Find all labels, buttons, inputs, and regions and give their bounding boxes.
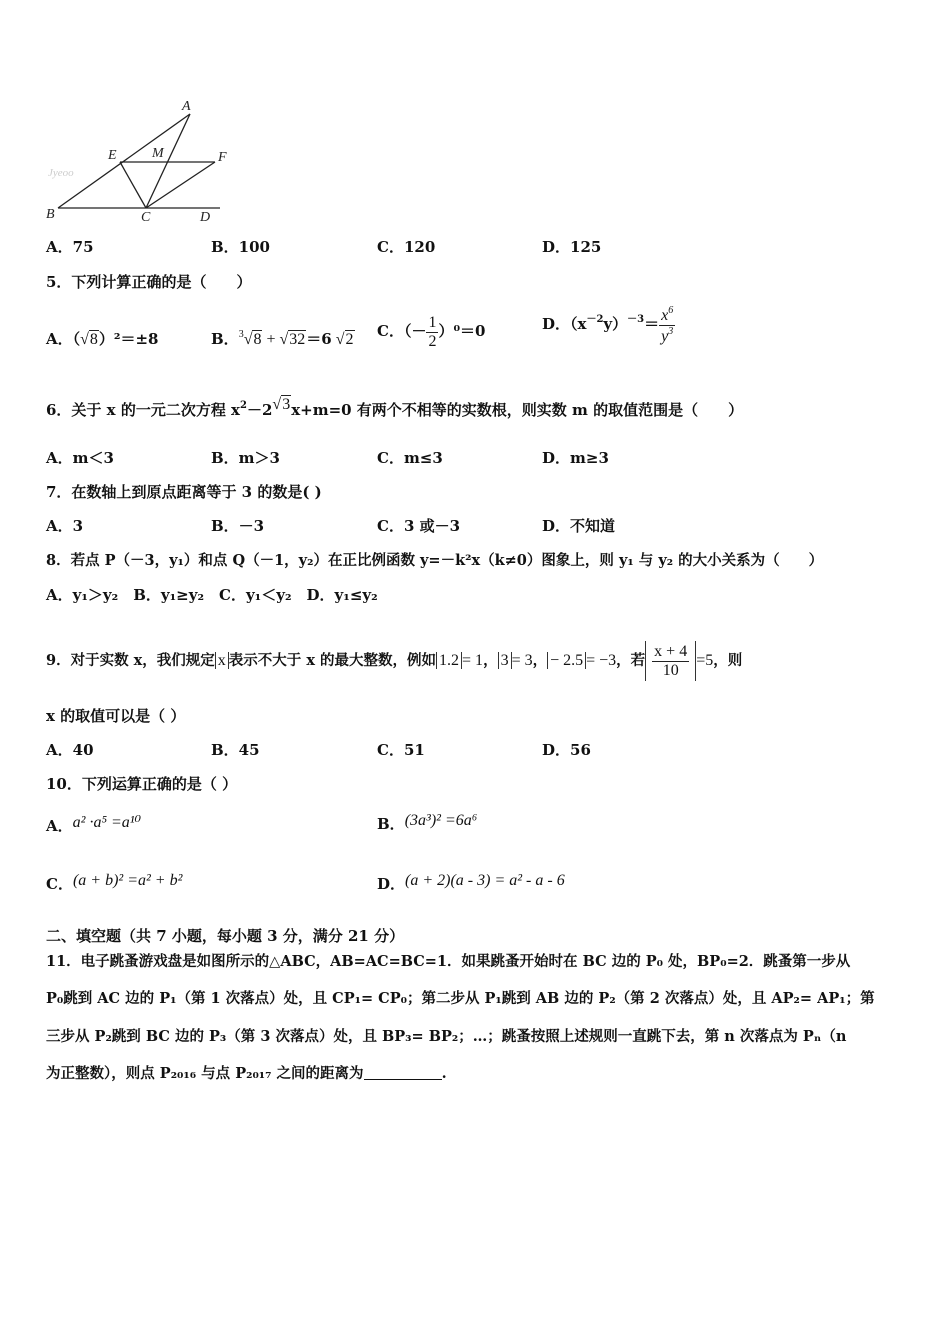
line-EC <box>120 162 146 208</box>
q9-ex1: 1.2 <box>436 652 462 669</box>
q10-stem: 10．下列运算正确的是（ ） <box>46 775 238 793</box>
q5-b-plus: + <box>266 331 276 348</box>
q11-line1: 11．电子跳蚤游戏盘是如图所示的△ABC，AB=AC=BC=1．如果跳蚤开始时在 BC 边的 P₀ 处，BP₀=2．跳蚤第一步从 <box>46 953 851 970</box>
q5-option-d[interactable] <box>542 305 675 345</box>
q10-option-a[interactable] <box>46 812 141 836</box>
q5-c-den: 2 <box>428 332 437 350</box>
q5-option-c[interactable] <box>377 314 485 350</box>
q9-ex3: − 2.5 <box>547 652 586 669</box>
label-A: A <box>182 99 191 114</box>
label-F: F <box>218 150 227 165</box>
q5-b-radicand3: 2 <box>345 331 354 348</box>
q5-a-suffix: ）²＝±8 <box>98 330 159 348</box>
q7-option-a[interactable]: A．3 <box>46 517 84 535</box>
q11-line3: 三步从 P₂跳到 BC 边的 P₃（第 3 次落点）处，且 BP₃= BP₂；…；跳蚤按照上述规则一直跳下去，第 n 次落点为 Pₙ（n <box>46 1028 847 1045</box>
q7-option-b[interactable]: B．－3 <box>211 517 265 535</box>
q9-p3: ，若 <box>616 652 646 670</box>
q10-b-expr: (3a³)² =6a⁶ <box>404 812 478 829</box>
q5-d-mid: y） <box>603 315 628 334</box>
q5-d-den: y <box>661 327 669 345</box>
watermark-text: Jyeoo <box>48 167 74 179</box>
q9-p4: ，则 <box>713 652 743 670</box>
label-C: C <box>141 210 151 225</box>
q10-c-label: C． <box>46 875 73 893</box>
q9-p2: 表示不大于 x 的最大整数，例如 <box>228 652 437 670</box>
q9-floor-x: x <box>215 652 229 669</box>
q7-stem: 7．在数轴上到原点距离等于 3 的数是( ) <box>46 483 322 501</box>
q5-a-radicand: 8 <box>89 331 98 348</box>
q11-answer-blank[interactable] <box>364 1065 442 1080</box>
q11-line4-text: 为正整数），则点 P₂₀₁₆ 与点 P₂₀₁₇ 之间的距离为 <box>46 1065 364 1082</box>
q5-c-suffix: ）⁰＝0 <box>438 322 486 341</box>
q10-b-label: B． <box>377 815 405 833</box>
q5-b-radicand1: 8 <box>253 331 262 348</box>
q5-d-num-exp: 6 <box>668 305 674 316</box>
q6-stem-prefix: 6．关于 x 的一元二次方程 x <box>46 401 240 419</box>
q6-mid: －2 <box>246 401 273 419</box>
q9-frac-num: x + 4 <box>654 643 688 660</box>
q5-c-num: 1 <box>428 314 437 331</box>
q4-option-d[interactable]: D．125 <box>542 238 602 256</box>
q10-d-expr: (a + 2)(a - 3) = a² - a - 6 <box>405 872 565 889</box>
q9-line2: x 的取值可以是（ ） <box>46 707 186 725</box>
q10-d-label: D． <box>377 875 406 893</box>
q10-a-label: A． <box>46 817 73 835</box>
q9-p1: 9．对于实数 x，我们规定 <box>46 652 215 670</box>
q6-stem: 6．关于 x 的一元二次方程 $x^2-2√3x+m=0$ 有两个不相等的实数根，则实数 m 的取值范围是（ ） <box>46 396 744 419</box>
q8-stem: 8．若点 P（－3，y₁）和点 Q（－1，y₂）在正比例函数 y=－k²x（k≠0）图象上，则 y₁ 与 y₂ 的大小关系为（ ） <box>46 552 824 569</box>
q4-option-a[interactable]: A．75 <box>46 238 94 256</box>
q6-sq: 2 <box>240 400 247 411</box>
q10-option-d[interactable] <box>377 872 565 894</box>
q9-option-b[interactable]: B．45 <box>211 741 260 759</box>
q7-option-d[interactable]: D．不知道 <box>542 517 616 535</box>
line-BA <box>58 114 190 208</box>
q9-option-d[interactable]: D．56 <box>542 741 591 759</box>
q11-line4 <box>46 1062 447 1083</box>
q5-c-prefix: C．（－ <box>377 322 427 341</box>
q10-a-expr: a² ·a⁵ =a¹⁰ <box>72 814 142 831</box>
q5-b-prefix: B． <box>211 330 239 348</box>
q9-ex2: 3 <box>498 652 512 669</box>
q4-option-b[interactable]: B．100 <box>211 238 270 256</box>
q5-option-b[interactable]: B．$^3$√8 + √32＝6 √2 <box>211 329 354 348</box>
q7-option-c[interactable]: C．3 或－3 <box>377 517 461 535</box>
q6-option-b[interactable]: B．m＞3 <box>211 449 280 467</box>
q5-stem: 5．下列计算正确的是（ ） <box>46 273 252 291</box>
q5-b-radicand2: 32 <box>289 331 306 348</box>
q5-d-exp1: －2 <box>586 314 604 326</box>
q5-d-eq: ＝ <box>644 315 660 334</box>
q10-option-b[interactable] <box>377 812 477 834</box>
q6-option-d[interactable]: D．m≥3 <box>542 449 609 467</box>
label-M: M <box>152 146 164 161</box>
q10-option-c[interactable] <box>46 872 182 894</box>
q9-r4: =5 <box>696 652 714 670</box>
q5-d-prefix: D．（x <box>542 315 587 334</box>
label-D: D <box>200 210 211 225</box>
q9-r3: = −3 <box>586 652 617 670</box>
q11-line4-end: . <box>441 1065 447 1082</box>
q9-stem: 9．对于实数 x，我们规定 x 表示不大于 x 的最大整数，例如 1.2 = 1， 3 = 3， − 2.5 = −3，若 $\frac{x + 4}{10}$ =5，则 <box>46 641 742 681</box>
q10-c-expr: (a + b)² =a² + b² <box>72 872 183 889</box>
q6-option-a[interactable]: A．m＜3 <box>46 449 114 467</box>
q8-options[interactable]: A．y₁＞y₂ B．y₁≥y₂ C．y₁＜y₂ D．y₁≤y₂ <box>46 586 378 604</box>
q5-b-index: 3 <box>238 329 244 340</box>
q11-line2: P₀跳到 AC 边的 P₁（第 1 次落点）处，且 CP₁= CP₀；第二步从 P₁跳到 AB 边的 P₂（第 2 次落点）处，且 AP₂= AP₁；第 <box>46 990 875 1007</box>
label-B: B <box>46 207 55 222</box>
q9-r1: = 1 <box>462 652 484 670</box>
q6-option-c[interactable]: C．m≤3 <box>377 449 443 467</box>
section-2-heading: 二、填空题（共 7 小题，每小题 3 分，满分 21 分） <box>46 927 405 945</box>
q5-d-exp2: －3 <box>627 314 645 326</box>
label-E: E <box>108 148 117 163</box>
geometry-figure <box>40 98 240 226</box>
q6-stem-suffix: x+m=0 有两个不相等的实数根，则实数 m 的取值范围是（ ） <box>291 401 744 419</box>
q5-option-a[interactable]: A．（√8）²＝±8 <box>46 330 159 348</box>
q9-frac-den: 10 <box>662 661 679 679</box>
q9-option-a[interactable]: A．40 <box>46 741 94 759</box>
q9-r2: = 3 <box>511 652 533 670</box>
q5-d-den-exp: 3 <box>668 325 674 337</box>
q9-option-c[interactable]: C．51 <box>377 741 425 759</box>
q5-a-prefix: A．（ <box>46 330 81 348</box>
q6-radicand: 3 <box>282 396 291 413</box>
q5-d-num: x <box>661 307 669 324</box>
q5-b-eq: ＝6 <box>306 330 332 348</box>
q4-option-c[interactable]: C．120 <box>377 238 436 256</box>
